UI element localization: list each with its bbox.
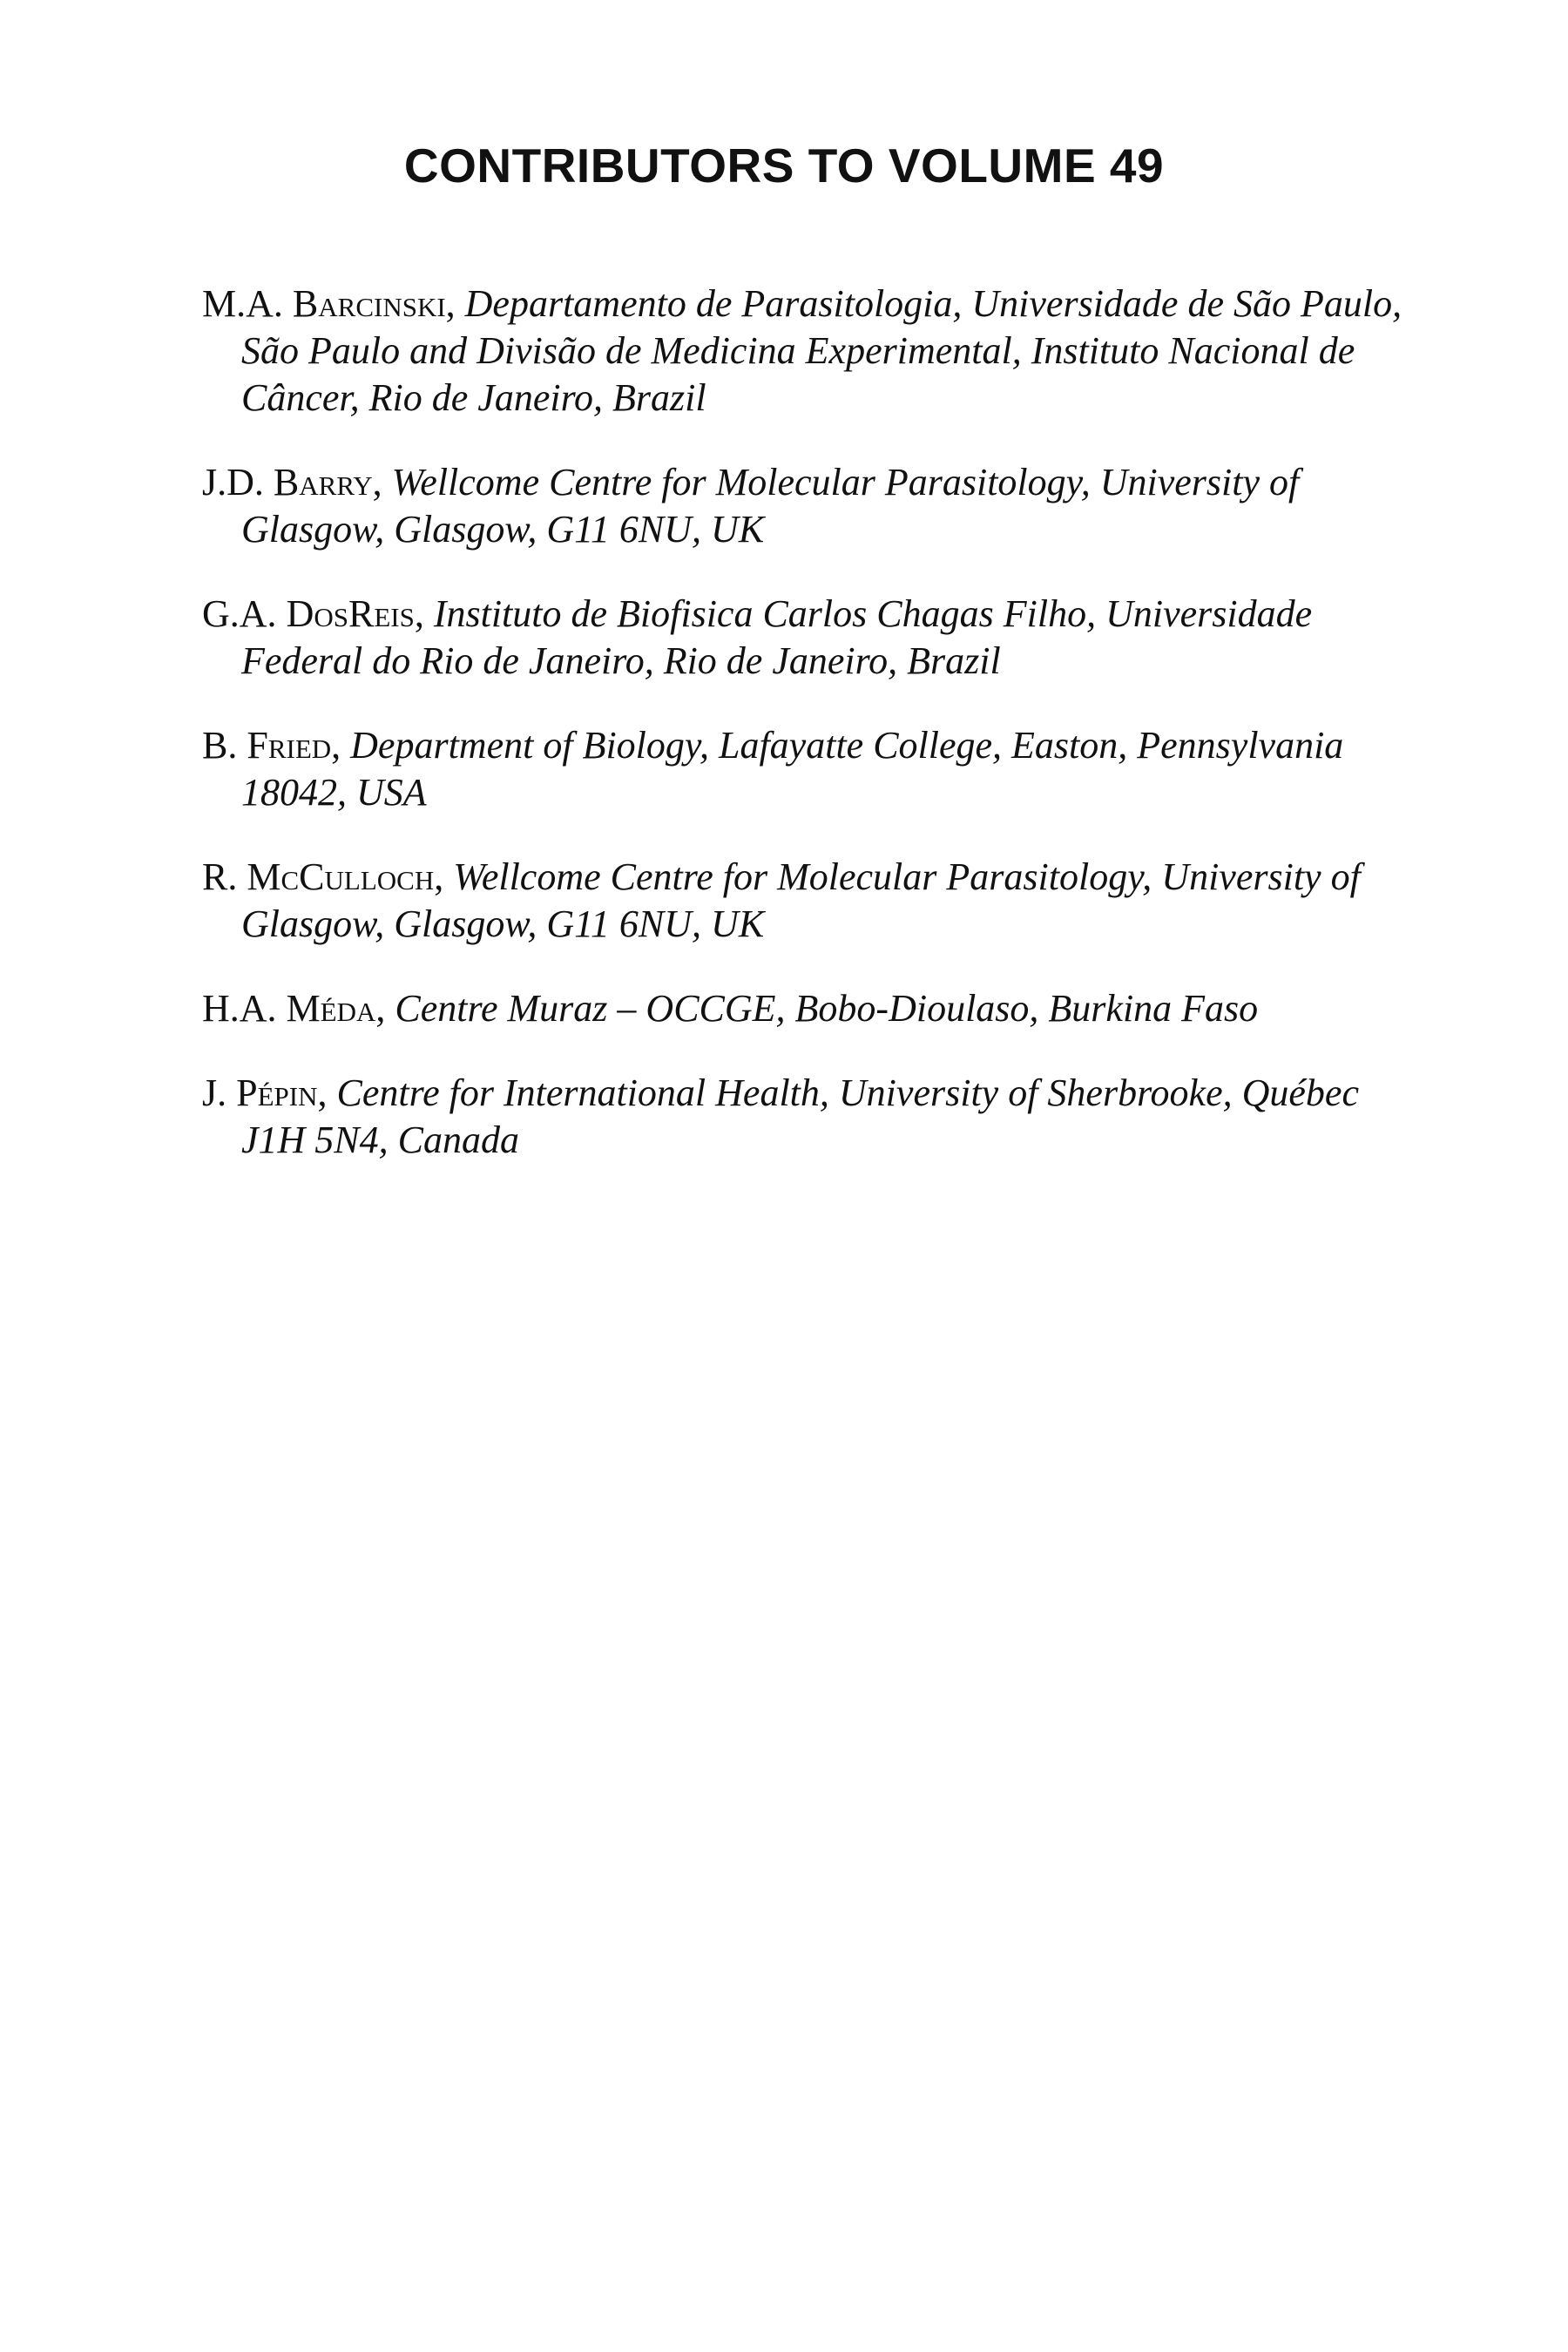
- contributor-entry: H.A. Méda, Centre Muraz – OCCGE, Bobo-Dioulaso, Burkina Faso: [202, 987, 1259, 1030]
- contributor-initials: M.A.: [202, 282, 283, 325]
- contributor-affiliation: Centre Muraz – OCCGE, Bobo-Dioulaso, Burkina Faso: [395, 987, 1259, 1030]
- contributor-initials: J.: [202, 1071, 227, 1114]
- contributor-surname: Fried: [247, 724, 332, 767]
- contributor-list: [202, 280, 1404, 1201]
- contributor-initials: G.A.: [202, 592, 277, 635]
- contributor-surname: Pépin: [236, 1071, 318, 1114]
- contributor-initials: R.: [202, 855, 238, 898]
- contributor-affiliation: Departamento de Parasitologia, Universidade de São Paulo, São Paulo and Divisão de Medicina Experimental, Instituto Nacional de Câncer, Rio de Janeiro, Brazil: [241, 282, 1402, 419]
- contributor-initials: B.: [202, 724, 238, 767]
- contributor-surname: Barry: [273, 461, 373, 504]
- contributor-affiliation: Wellcome Centre for Molecular Parasitology, University of Glasgow, Glasgow, G11 6NU, UK: [241, 461, 1300, 551]
- contributor-entry: G.A. DosReis, Instituto de Biofisica Carlos Chagas Filho, Universidade Federal do Rio de Janeiro, Rio de Janeiro, Brazil: [202, 592, 1313, 682]
- contributor-initials: H.A.: [202, 987, 277, 1030]
- contributor-surname: Barcinski: [292, 282, 446, 325]
- contributor-surname: Méda: [286, 987, 376, 1030]
- contributor-affiliation: Centre for International Health, University of Sherbrooke, Québec J1H 5N4, Canada: [241, 1071, 1359, 1161]
- contributor-entry: M.A. Barcinski, Departamento de Parasitologia, Universidade de São Paulo, São Paulo and Divisão de Medicina Experimental, Instituto Nacional de Câncer, Rio de Janeiro, Brazil: [202, 282, 1402, 419]
- contributor-affiliation: Wellcome Centre for Molecular Parasitology, University of Glasgow, Glasgow, G11 6NU, UK: [241, 855, 1361, 945]
- contributor-affiliation: Department of Biology, Lafayatte College, Easton, Pennsylvania 18042, USA: [241, 724, 1344, 814]
- contributor-affiliation: Instituto de Biofisica Carlos Chagas Filho, Universidade Federal do Rio de Janeiro, Rio de Janeiro, Brazil: [241, 592, 1313, 682]
- contributor-entry: R. McCulloch, Wellcome Centre for Molecular Parasitology, University of Glasgow, Glasgow, G11 6NU, UK: [202, 855, 1361, 945]
- contributor-entry: J. Pépin, Centre for International Health, University of Sherbrooke, Québec J1H 5N4, Canada: [202, 1071, 1359, 1161]
- contributor-surname: DosReis: [286, 592, 415, 635]
- contributor-entry: B. Fried, Department of Biology, Lafayatte College, Easton, Pennsylvania 18042, USA: [202, 724, 1344, 814]
- page-title: CONTRIBUTORS TO VOLUME 49: [403, 139, 1165, 193]
- contributor-initials: J.D.: [202, 461, 264, 504]
- contributor-entry: J.D. Barry, Wellcome Centre for Molecular Parasitology, University of Glasgow, Glasgow, G11 6NU, UK: [202, 461, 1300, 551]
- contributor-surname: McCulloch: [247, 855, 435, 898]
